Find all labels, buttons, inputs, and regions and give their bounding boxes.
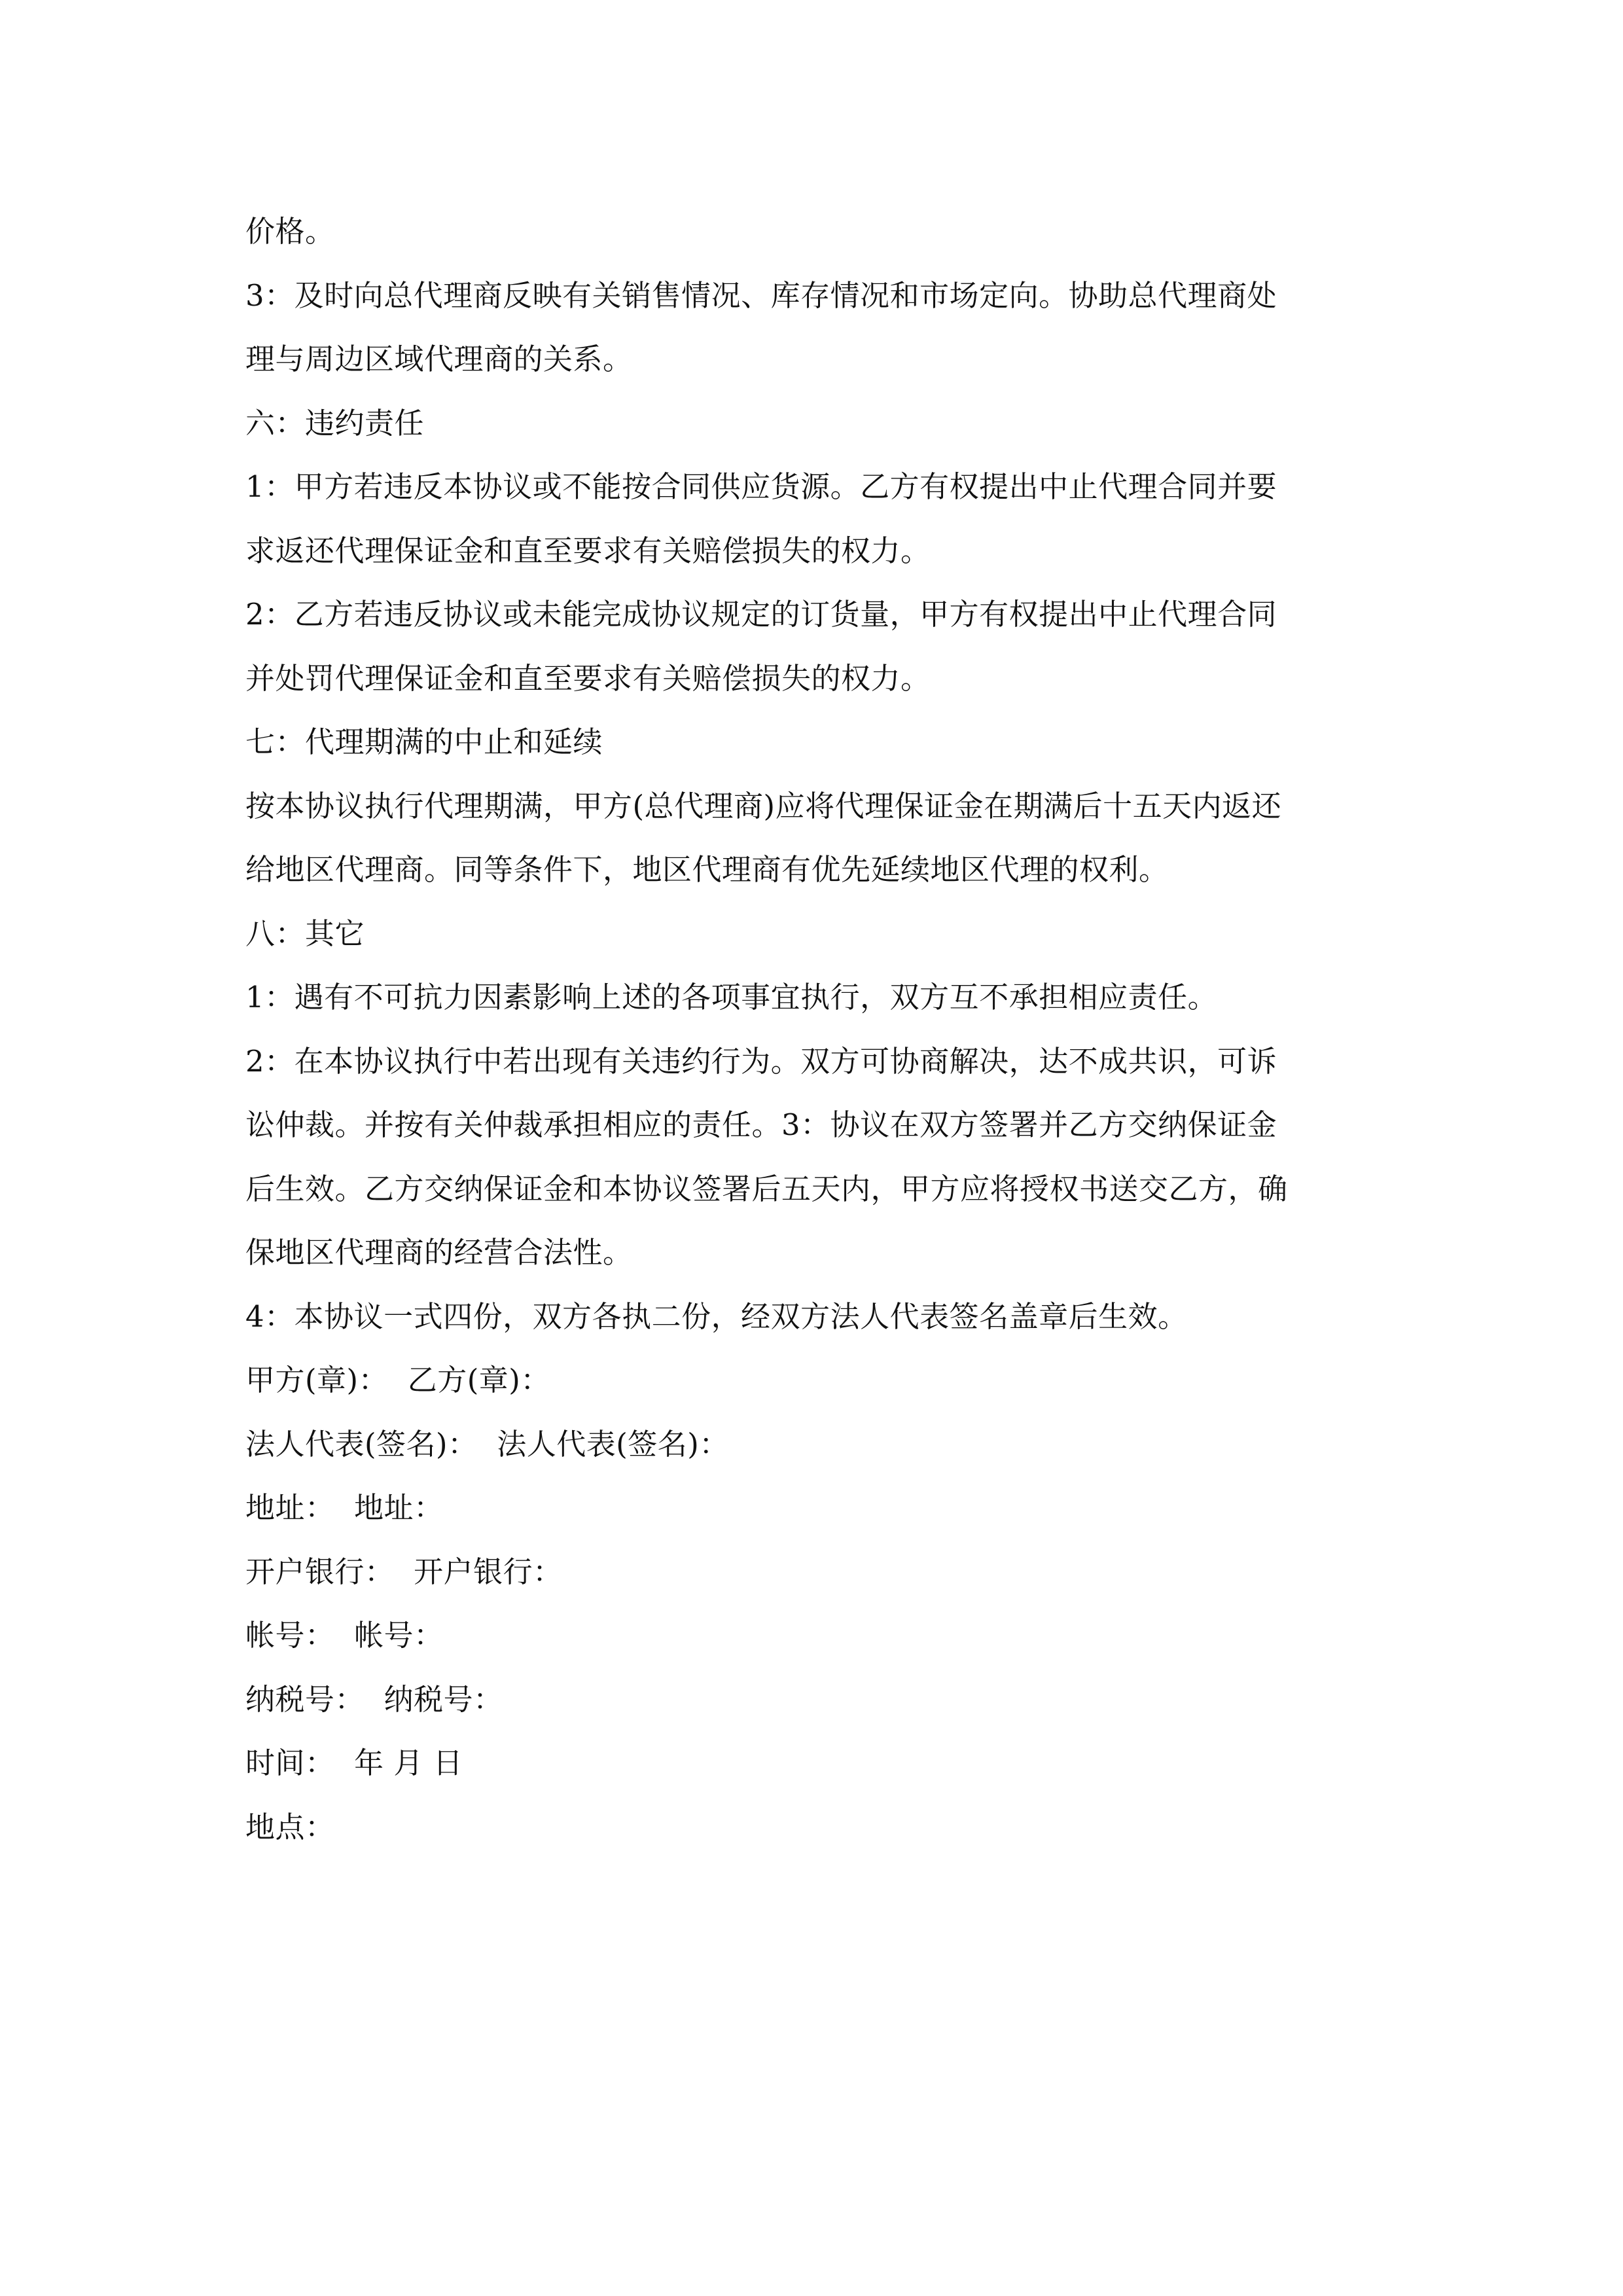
text-line: 1：遇有不可抗力因素影响上述的各项事宜执行，双方互不承担相应责任。 [245, 980, 1218, 1014]
text-line: 保地区代理商的经营合法性。 [245, 1235, 633, 1270]
text-line: 理与周边区域代理商的关系。 [245, 342, 633, 376]
text-line: 后生效。乙方交纳保证金和本协议签署后五天内，甲方应将授权书送交乙方，确 [245, 1171, 1288, 1206]
text-line: 讼仲裁。并按有关仲裁承担相应的责任。3：协议在双方签署并乙方交纳保证金 [245, 1107, 1277, 1142]
section-heading: 六：违约责任 [245, 405, 425, 440]
signature-field-date: 时间： 年 月 日 [245, 1746, 463, 1780]
section-heading: 八：其它 [245, 916, 365, 951]
signature-field-address: 地址： 地址： [245, 1490, 444, 1525]
text-line: 1：甲方若违反本协议或不能按合同供应货源。乙方有权提出中止代理合同并要 [245, 469, 1277, 504]
text-line: 求返还代理保证金和直至要求有关赔偿损失的权力。 [245, 533, 931, 568]
text-line: 2：乙方若违反协议或未能完成协议规定的订货量，甲方有权提出中止代理合同 [245, 597, 1277, 632]
signature-field-representative: 法人代表(签名)： 法人代表(签名)： [245, 1426, 729, 1462]
signature-field-place: 地点： [245, 1809, 335, 1844]
signature-field-account: 帐号： 帐号： [245, 1618, 444, 1653]
signature-field-bank: 开户银行： 开户银行： [245, 1554, 563, 1589]
signature-field-tax-number: 纳税号： 纳税号： [245, 1681, 503, 1717]
text-line: 4：本协议一式四份，双方各执二份，经双方法人代表签名盖章后生效。 [245, 1299, 1188, 1334]
text-line: 按本协议执行代理期满，甲方(总代理商)应将代理保证金在期满后十五天内返还 [245, 788, 1282, 823]
signature-field-seal: 甲方(章)： 乙方(章)： [245, 1363, 550, 1397]
text-line: 并处罚代理保证金和直至要求有关赔偿损失的权力。 [245, 660, 931, 696]
document-body [245, 200, 1381, 1859]
section-heading: 七：代理期满的中止和延续 [245, 725, 603, 759]
text-line: 价格。 [245, 214, 335, 249]
text-line: 3：及时向总代理商反映有关销售情况、库存情况和市场定向。协助总代理商处 [245, 278, 1277, 313]
text-line: 2：在本协议执行中若出现有关违约行为。双方可协商解决，达不成共识，可诉 [245, 1043, 1277, 1079]
text-line: 给地区代理商。同等条件下，地区代理商有优先延续地区代理的权利。 [245, 852, 1169, 887]
